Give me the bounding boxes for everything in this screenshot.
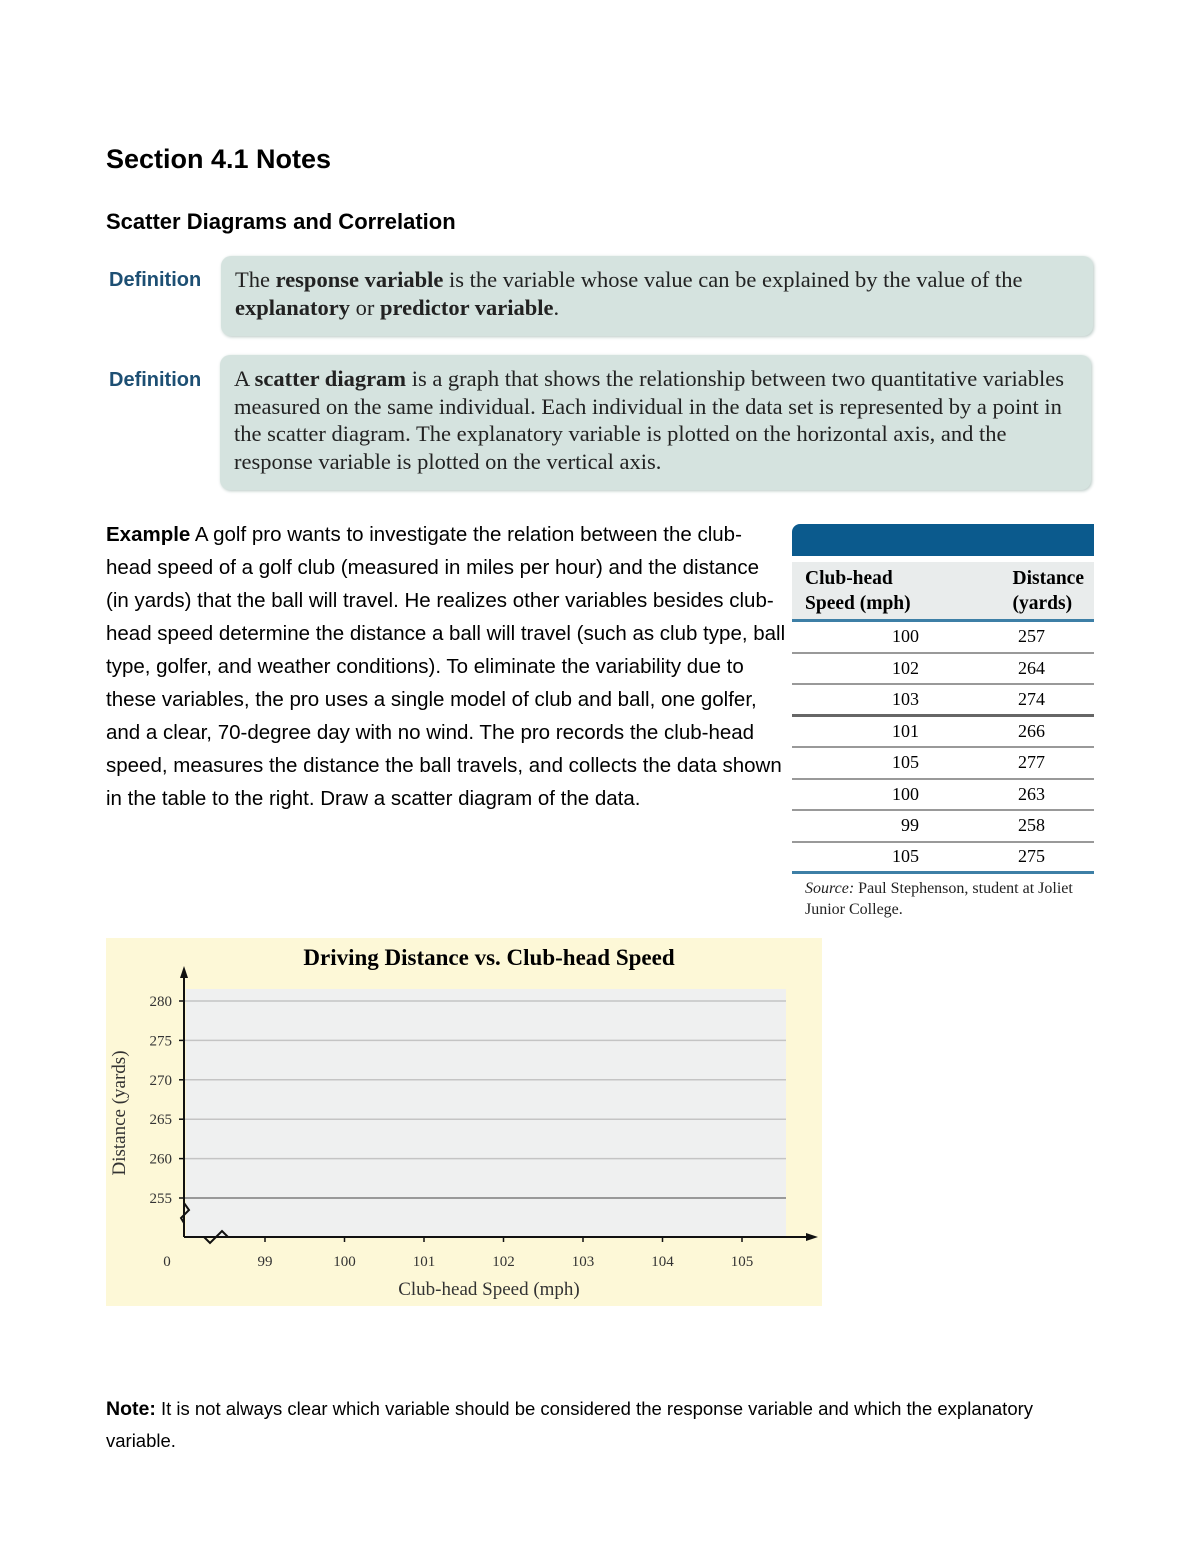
table-row: [792, 748, 1094, 780]
example-text: A golf pro wants to investigate the relation between the club-head speed of a golf club (measured in miles per hour) and the distance (in yards) that the ball will travel. He realizes other variables besides club-head speed determine the distance a ball will travel (such as club type, ball type, golfer, and weather conditions). To eliminate the variability due to these variables, the pro uses a single model of club and ball, one golfer, and a clear, 70-degree day with no wind. The pro records the club-head speed, measures the distance the ball travels, and collects the data shown in the table to the right. Draw a scatter diagram of the data.: [106, 523, 786, 810]
data-table: [792, 524, 1094, 920]
example-paragraph: [106, 518, 786, 815]
chart-title: Driving Distance vs. Club-head Speed: [303, 945, 675, 970]
x-axis-arrow: [806, 1233, 818, 1241]
x-axis-label: Club-head Speed (mph): [398, 1279, 580, 1300]
y-tick-label: 275: [149, 1033, 172, 1050]
header-line: (yards): [1012, 593, 1073, 614]
distance-cell: 274: [1018, 688, 1045, 709]
text: A: [234, 366, 255, 391]
speed-cell: 102: [892, 657, 919, 678]
page-title: Section 4.1 Notes: [106, 144, 332, 174]
distance-cell: 258: [1018, 815, 1045, 836]
distance-cell: 275: [1018, 846, 1045, 867]
table-row: [792, 843, 1094, 875]
origin-label: 0: [163, 1254, 171, 1270]
table-header-row: [792, 562, 1094, 622]
distance-cell: 264: [1018, 657, 1045, 678]
table-row: [792, 654, 1094, 686]
table-row: [792, 622, 1094, 654]
text: or: [350, 294, 380, 320]
source-text: Paul Stephenson, student at Joliet Junior College.: [805, 880, 1073, 918]
x-tick-label: 105: [730, 1254, 754, 1270]
definition-response-variable: [221, 256, 1093, 336]
column-header-speed: [805, 566, 911, 619]
x-tick-label: 102: [492, 1254, 515, 1270]
speed-cell: 100: [892, 783, 919, 804]
note-text: It is not always clear which variable should be considered the response variable and which the explanatory variable.: [106, 1398, 1034, 1451]
speed-cell: 99: [901, 815, 919, 836]
text: is a graph that shows the relationship between two quantitative variables measured on the same individual. Each individual in the data set is represented by a point in the scatter diagram. The explanatory variable is plotted on the horizontal axis, and the response variable is plotted on the vertical axis.: [234, 366, 1065, 474]
plot-area: [186, 989, 786, 1237]
table-row: [792, 717, 1094, 749]
x-tick-label: 103: [571, 1254, 595, 1270]
text: The: [235, 267, 276, 292]
distance-cell: 257: [1018, 626, 1045, 647]
term-explanatory: explanatory: [235, 294, 350, 320]
definition-scatter-diagram: [220, 355, 1091, 490]
note-label: Note:: [106, 1398, 156, 1420]
example-label: Example: [106, 523, 191, 546]
source-label: Source:: [805, 880, 855, 897]
table-row: [792, 811, 1094, 843]
speed-cell: 101: [892, 720, 919, 741]
term-response-variable: response variable: [275, 267, 444, 292]
header-line: Club-head: [805, 568, 893, 589]
table-source: [792, 878, 1094, 920]
y-axis-label: Distance (yards): [109, 1050, 130, 1176]
x-tick-label: 100: [333, 1254, 356, 1270]
term-predictor-variable: predictor variable: [380, 294, 554, 320]
y-axis-arrow: [180, 966, 188, 978]
speed-cell: 103: [892, 688, 919, 709]
chart-svg: [106, 938, 822, 1306]
distance-cell: 263: [1018, 783, 1045, 804]
text: .: [553, 294, 560, 320]
distance-cell: 266: [1018, 720, 1045, 741]
y-tick-label: 280: [149, 994, 172, 1010]
y-tick-label: 265: [149, 1112, 172, 1129]
x-tick-label: 99: [257, 1254, 273, 1270]
text: is the variable whose value can be explained by the value of the: [443, 267, 1023, 292]
scatter-chart: [106, 938, 822, 1306]
table-header-bar: [792, 524, 1094, 556]
y-tick-label: 260: [149, 1151, 172, 1168]
x-tick-label: 104: [651, 1254, 674, 1270]
term-scatter-diagram: scatter diagram: [254, 366, 407, 391]
definition-label: Definition: [109, 269, 202, 291]
speed-cell: 100: [892, 626, 919, 647]
speed-cell: 105: [892, 846, 919, 867]
table-row: [792, 685, 1094, 717]
x-tick-label: 101: [412, 1254, 436, 1270]
note-paragraph: [106, 1393, 1106, 1457]
y-tick-label: 270: [149, 1072, 172, 1089]
column-header-distance: [1013, 566, 1085, 619]
speed-cell: 105: [892, 752, 919, 773]
header-line: Speed (mph): [805, 593, 911, 614]
header-line: Distance: [1012, 568, 1084, 589]
distance-cell: 277: [1018, 752, 1045, 773]
table-body: [792, 622, 1094, 874]
y-tick-label: 255: [149, 1191, 172, 1207]
section-subtitle: Scatter Diagrams and Correlation: [106, 209, 456, 234]
definition-label: Definition: [109, 369, 202, 391]
table-row: [792, 780, 1094, 812]
